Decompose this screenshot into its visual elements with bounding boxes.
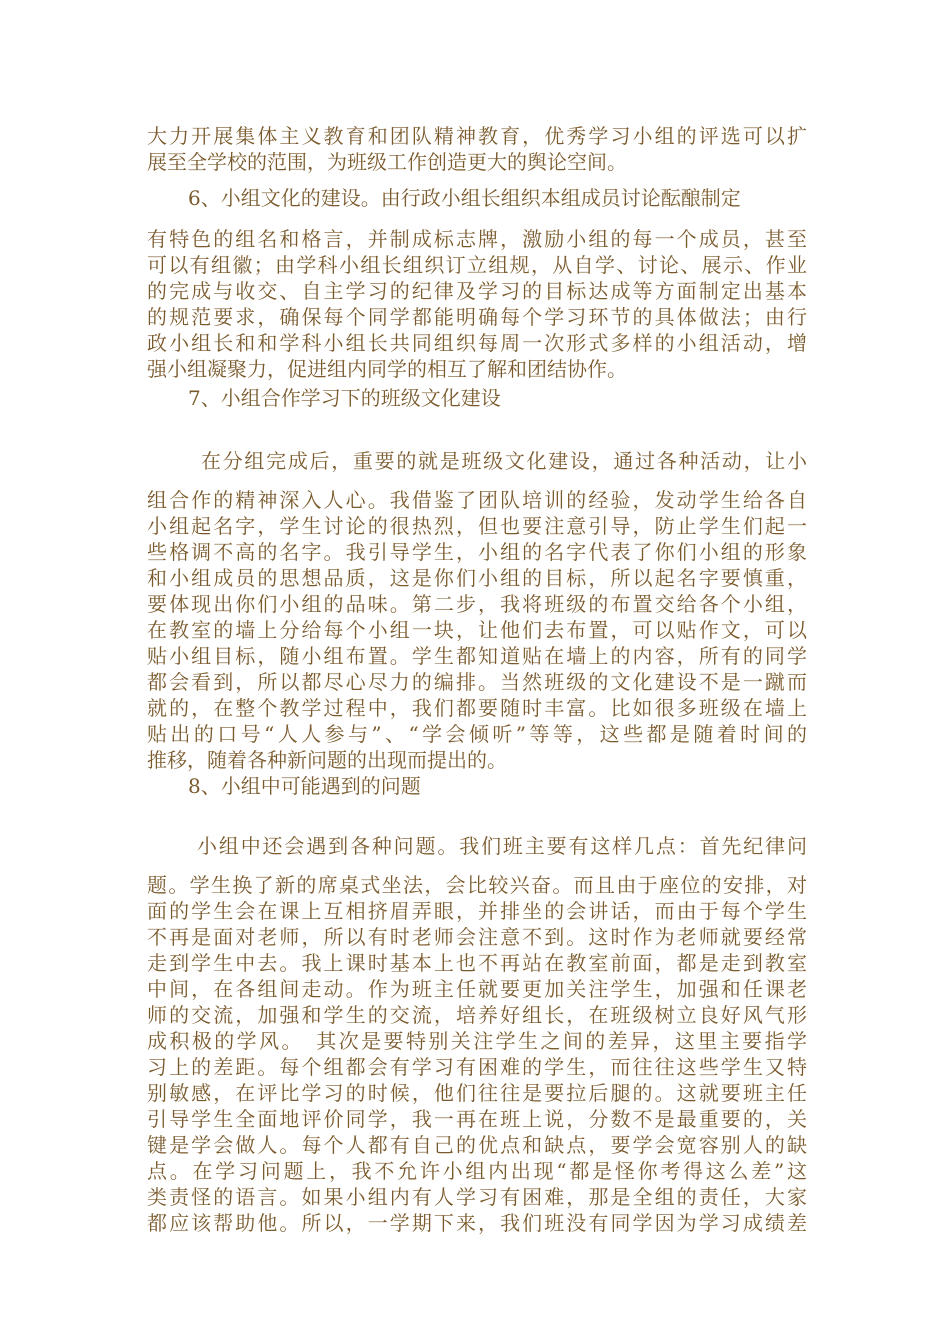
text-line: 题。学生换了新的席桌式坐法，会比较兴奋。而且由于座位的安排，对 bbox=[147, 873, 807, 897]
text-line: 点。在学习问题上，我不允许小组内出现“都是怪你考得这么差”这 bbox=[147, 1159, 807, 1183]
paragraph-first-line: 小组中还会遇到各种问题。我们班主要有这样几点：首先纪律问 bbox=[197, 834, 807, 858]
section-heading-6: 6、小组文化的建设。由行政小组长组织本组成员讨论酝酿制定 bbox=[188, 186, 741, 210]
paragraph-first-line: 在分组完成后，重要的就是班级文化建设，通过各种活动，让小 bbox=[201, 449, 807, 473]
text-line: 组合作的精神深入人心。我借鉴了团队培训的经验，发动学生给各自 bbox=[147, 488, 807, 512]
text-line: 些格调不高的名字。我引导学生，小组的名字代表了你们小组的形象 bbox=[147, 540, 807, 564]
text-line: 中间，在各组间走动。作为班主任就要更加关注学生，加强和任课老 bbox=[147, 977, 807, 1001]
text-line: 的完成与收交、自主学习的纪律及学习的目标达成等方面制定出基本 bbox=[147, 279, 807, 303]
text-line: 展至全学校的范围，为班级工作创造更大的舆论空间。 bbox=[147, 150, 627, 174]
text-line: 强小组凝聚力，促进组内同学的相互了解和团结协作。 bbox=[147, 357, 627, 381]
text-line: 的规范要求，确保每个同学都能明确每个学习环节的具体做法；由行 bbox=[147, 305, 807, 329]
text-line: 键是学会做人。每个人都有自己的优点和缺点，要学会宽容别人的缺 bbox=[147, 1133, 807, 1157]
text-line: 推移，随着各种新问题的出现而提出的。 bbox=[147, 748, 507, 772]
text-line: 小组起名字，学生讨论的很热烈，但也要注意引导，防止学生们起一 bbox=[147, 514, 807, 538]
text-line: 类责怪的语言。如果小组内有人学习有困难，那是全组的责任，大家 bbox=[147, 1185, 807, 1209]
section-heading-8: 8、小组中可能遇到的问题 bbox=[188, 774, 421, 798]
paragraph-group-culture bbox=[147, 226, 807, 382]
section-heading-7: 7、小组合作学习下的班级文化建设 bbox=[188, 386, 501, 410]
paragraph-group-class-culture bbox=[147, 487, 807, 773]
text-line: 和小组成员的思想品质，这是你们小组的目标，所以起名字要慎重， bbox=[147, 566, 807, 590]
text-line: 面的学生会在课上互相挤眉弄眼，并排坐的会讲话，而由于每个学生 bbox=[147, 899, 807, 923]
text-line: 都应该帮助他。所以，一学期下来，我们班没有同学因为学习成绩差 bbox=[147, 1211, 807, 1235]
paragraph-group-praise bbox=[147, 123, 807, 175]
text-line: 不再是面对老师，所以有时老师会注意不到。这时作为老师就要经常 bbox=[147, 925, 807, 949]
text-line: 在教室的墙上分给每个小组一块，让他们去布置，可以贴作文，可以 bbox=[147, 618, 807, 642]
text-line: 可以有组徽；由学科小组长组织订立组规，从自学、讨论、展示、作业 bbox=[147, 253, 807, 277]
text-line: 有特色的组名和格言，并制成标志牌，激励小组的每一个成员，甚至 bbox=[147, 227, 807, 251]
text-line: 都会看到，所以都尽心尽力的编排。当然班级的文化建设不是一蹴而 bbox=[147, 670, 807, 694]
text-line: 走到学生中去。我上课时基本上也不再站在教室前面，都是走到教室 bbox=[147, 951, 807, 975]
text-line: 贴小组目标，随小组布置。学生都知道贴在墙上的内容，所有的同学 bbox=[147, 644, 807, 668]
text-line: 政小组长和和学科小组长共同组织每周一次形式多样的小组活动，增 bbox=[147, 331, 807, 355]
text-line: 引导学生全面地评价同学，我一再在班上说，分数不是最重要的，关 bbox=[147, 1107, 807, 1131]
text-line: 习上的差距。每个组都会有学习有困难的学生，而往往这些学生又特 bbox=[147, 1055, 807, 1079]
text-line: 贴出的口号“人人参与”、“学会倾听”等等，这些都是随着时间的 bbox=[147, 722, 807, 746]
text-line: 成积极的学风。 其次是要特别关注学生之间的差异，这里主要指学 bbox=[147, 1029, 807, 1053]
text-line: 师的交流，加强和学生的交流，培养好组长，在班级树立良好风气形 bbox=[147, 1003, 807, 1027]
text-line: 要体现出你们小组的品味。第二步，我将班级的布置交给各个小组， bbox=[147, 592, 807, 616]
text-line: 大力开展集体主义教育和团队精神教育，优秀学习小组的评选可以扩 bbox=[147, 124, 807, 148]
paragraph-group-problems bbox=[147, 872, 807, 1236]
text-line: 别敏感，在评比学习的时候，他们往往是要拉后腿的。这就要班主任 bbox=[147, 1081, 807, 1105]
text-line: 就的，在整个教学过程中，我们都要随时丰富。比如很多班级在墙上 bbox=[147, 696, 807, 720]
